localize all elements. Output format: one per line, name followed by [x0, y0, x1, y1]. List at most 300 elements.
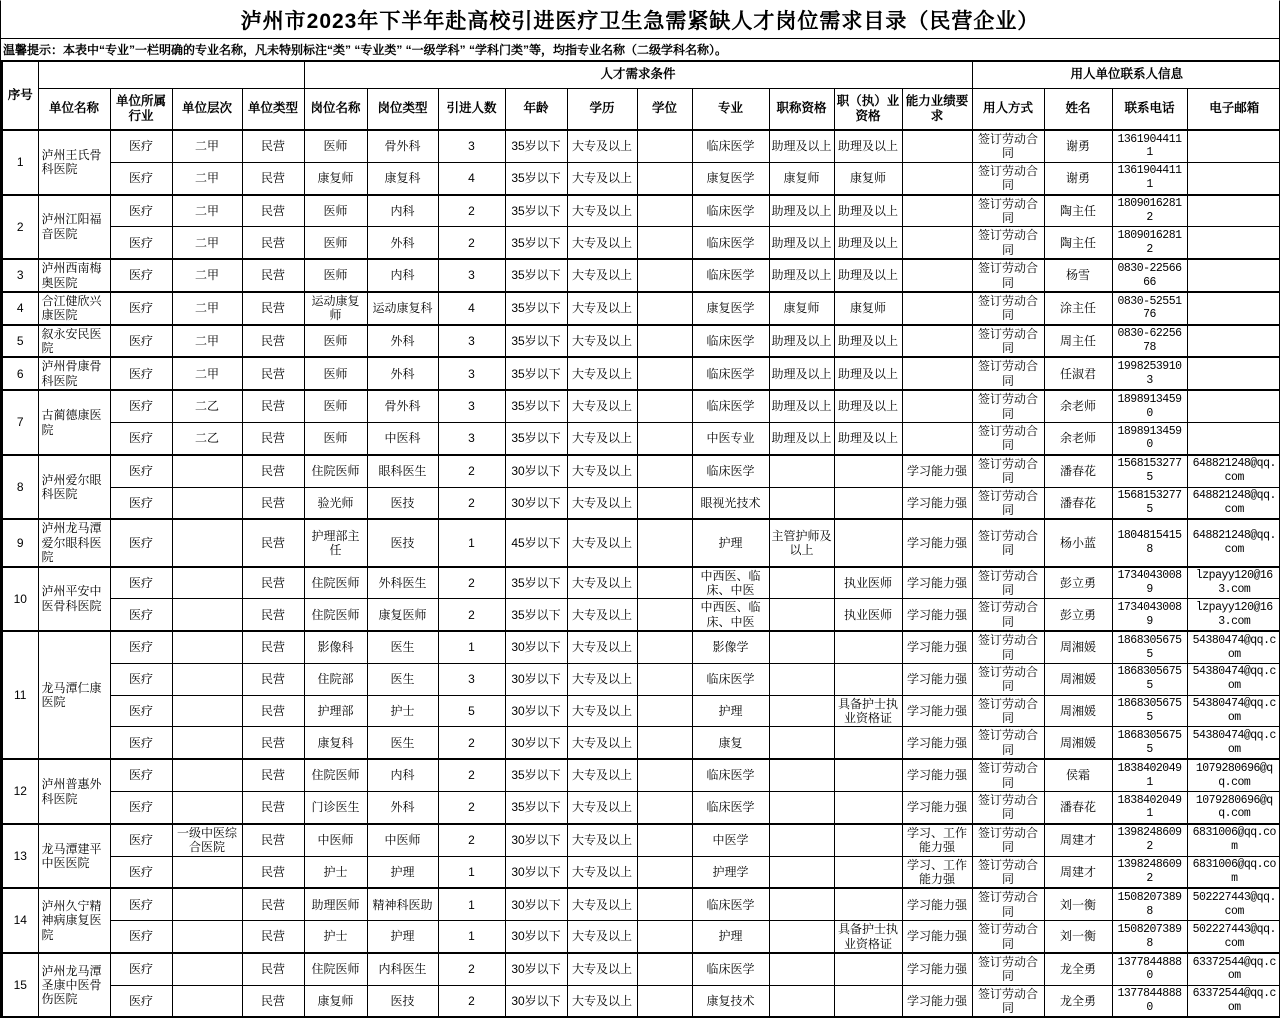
cell-contact: 彭立勇	[1044, 567, 1112, 599]
table-row	[2, 921, 1280, 953]
cell-post: 医师	[304, 195, 367, 227]
cell-cert: 助理及以上	[834, 423, 902, 455]
cell-method: 签订劳动合同	[972, 390, 1044, 422]
row-seq: 15	[2, 953, 38, 1018]
cell-post-type: 医生	[367, 663, 438, 695]
header-group-row	[2, 61, 1280, 88]
cell-degree	[637, 759, 692, 791]
cell-phone: 15681532775	[1112, 487, 1187, 519]
cell-industry: 医疗	[110, 567, 172, 599]
cell-ability: 学习能力强	[902, 921, 972, 953]
table-row	[2, 599, 1280, 631]
cell-cert	[834, 953, 902, 985]
cell-count: 2	[438, 792, 505, 824]
cell-title-qual	[769, 455, 834, 487]
cell-ability: 学习能力强	[902, 792, 972, 824]
cell-post: 医师	[304, 130, 367, 162]
cell-cert: 执业医师	[834, 599, 902, 631]
header-demand-group: 人才需求条件	[304, 61, 972, 88]
cell-phone: 18989134590	[1112, 423, 1187, 455]
cell-degree	[637, 423, 692, 455]
cell-degree	[637, 856, 692, 888]
cell-edu: 大专及以上	[567, 325, 637, 358]
cell-degree	[637, 195, 692, 227]
cell-industry: 医疗	[110, 953, 172, 985]
cell-ability: 学习能力强	[902, 567, 972, 599]
cell-level	[172, 953, 242, 985]
cell-age: 35岁以下	[505, 759, 567, 791]
cell-degree	[637, 487, 692, 519]
cell-phone: 13778448880	[1112, 985, 1187, 1017]
cell-major: 影像学	[692, 631, 769, 663]
cell-degree	[637, 130, 692, 162]
header-industry: 单位所属行业	[110, 88, 172, 130]
cell-industry: 医疗	[110, 727, 172, 759]
cell-major: 眼视光技术	[692, 487, 769, 519]
table-row	[2, 423, 1280, 455]
cell-type: 民营	[242, 423, 304, 455]
cell-major: 临床医学	[692, 390, 769, 422]
cell-method: 签订劳动合同	[972, 325, 1044, 358]
cell-degree	[637, 888, 692, 920]
cell-email: 6831006@qq.com	[1187, 824, 1280, 856]
cell-cert: 助理及以上	[834, 259, 902, 292]
cell-degree	[637, 824, 692, 856]
cell-count: 1	[438, 856, 505, 888]
cell-industry: 医疗	[110, 195, 172, 227]
cell-type: 民营	[242, 856, 304, 888]
header-columns-row	[2, 88, 1280, 130]
cell-age: 35岁以下	[505, 599, 567, 631]
cell-method: 签订劳动合同	[972, 162, 1044, 194]
cell-email: 54380474@qq.com	[1187, 663, 1280, 695]
table-row	[2, 390, 1280, 422]
unit-name-cell: 泸州龙马潭圣康中医骨伤医院	[38, 953, 110, 1018]
cell-title-qual	[769, 695, 834, 727]
cell-industry: 医疗	[110, 162, 172, 194]
cell-cert	[834, 487, 902, 519]
cell-ability	[902, 162, 972, 194]
cell-post: 运动康复师	[304, 292, 367, 325]
cell-degree	[637, 921, 692, 953]
table-row	[2, 455, 1280, 487]
cell-phone: 13619044111	[1112, 130, 1187, 162]
cell-degree	[637, 259, 692, 292]
table-row	[2, 292, 1280, 325]
table-row	[2, 888, 1280, 920]
cell-post: 影像科	[304, 631, 367, 663]
row-seq: 1	[2, 130, 38, 195]
cell-phone: 13619044111	[1112, 162, 1187, 194]
cell-edu: 大专及以上	[567, 390, 637, 422]
cell-age: 30岁以下	[505, 888, 567, 920]
cell-post: 住院医师	[304, 455, 367, 487]
table-row	[2, 695, 1280, 727]
cell-title-qual: 助理及以上	[769, 357, 834, 390]
cell-post: 医师	[304, 259, 367, 292]
cell-title-qual	[769, 921, 834, 953]
cell-count: 1	[438, 888, 505, 920]
cell-ability: 学习能力强	[902, 455, 972, 487]
cell-title-qual: 助理及以上	[769, 423, 834, 455]
cell-edu: 大专及以上	[567, 487, 637, 519]
cell-post: 住院医师	[304, 567, 367, 599]
cell-edu: 大专及以上	[567, 292, 637, 325]
cell-title-qual	[769, 567, 834, 599]
cell-major: 临床医学	[692, 792, 769, 824]
cell-major: 临床医学	[692, 759, 769, 791]
cell-industry: 医疗	[110, 663, 172, 695]
cell-edu: 大专及以上	[567, 599, 637, 631]
cell-edu: 大专及以上	[567, 357, 637, 390]
cell-edu: 大专及以上	[567, 162, 637, 194]
cell-post: 护士	[304, 856, 367, 888]
cell-post-type: 内科	[367, 195, 438, 227]
note-bar	[1, 39, 1279, 60]
cell-level: 二甲	[172, 227, 242, 259]
cell-title-qual: 助理及以上	[769, 195, 834, 227]
cell-type: 民营	[242, 663, 304, 695]
cell-email: 54380474@qq.com	[1187, 631, 1280, 663]
cell-email: 1079280696@qq.com	[1187, 759, 1280, 791]
table-row	[2, 663, 1280, 695]
table-row	[2, 227, 1280, 259]
cell-major: 护理	[692, 695, 769, 727]
cell-industry: 医疗	[110, 792, 172, 824]
cell-contact: 周湘媛	[1044, 631, 1112, 663]
cell-post-type: 护士	[367, 695, 438, 727]
cell-method: 签订劳动合同	[972, 759, 1044, 791]
cell-count: 2	[438, 455, 505, 487]
cell-edu: 大专及以上	[567, 695, 637, 727]
table-row	[2, 325, 1280, 358]
cell-method: 签订劳动合同	[972, 519, 1044, 566]
cell-post: 中医师	[304, 824, 367, 856]
cell-title-qual	[769, 759, 834, 791]
header-title-qual: 职称资格	[769, 88, 834, 130]
cell-post: 康复师	[304, 985, 367, 1017]
cell-industry: 医疗	[110, 921, 172, 953]
cell-post-type: 医技	[367, 985, 438, 1017]
cell-degree	[637, 227, 692, 259]
cell-type: 民营	[242, 695, 304, 727]
cell-phone: 18683056755	[1112, 631, 1187, 663]
cell-industry: 医疗	[110, 599, 172, 631]
cell-edu: 大专及以上	[567, 227, 637, 259]
cell-ability: 学习能力强	[902, 631, 972, 663]
cell-email: 502227443@qq.com	[1187, 921, 1280, 953]
cell-email	[1187, 325, 1280, 358]
cell-type: 民营	[242, 325, 304, 358]
cell-cert	[834, 856, 902, 888]
cell-post: 助理医师	[304, 888, 367, 920]
cell-level	[172, 759, 242, 791]
cell-email: 1079280696@qq.com	[1187, 792, 1280, 824]
table-row	[2, 259, 1280, 292]
cell-count: 2	[438, 195, 505, 227]
unit-name-cell: 龙马潭建平中医医院	[38, 824, 110, 889]
cell-edu: 大专及以上	[567, 727, 637, 759]
cell-post-type: 外科	[367, 227, 438, 259]
table-row	[2, 195, 1280, 227]
cell-major: 临床医学	[692, 325, 769, 358]
cell-method: 签订劳动合同	[972, 631, 1044, 663]
cell-major: 中医专业	[692, 423, 769, 455]
cell-count: 1	[438, 631, 505, 663]
cell-type: 民营	[242, 985, 304, 1017]
cell-count: 3	[438, 357, 505, 390]
cell-age: 35岁以下	[505, 227, 567, 259]
cell-post-type: 康复医师	[367, 599, 438, 631]
cell-industry: 医疗	[110, 292, 172, 325]
cell-edu: 大专及以上	[567, 519, 637, 566]
cell-industry: 医疗	[110, 985, 172, 1017]
cell-post: 住院部	[304, 663, 367, 695]
cell-edu: 大专及以上	[567, 953, 637, 985]
cell-cert: 具备护士执业资格证	[834, 921, 902, 953]
cell-email	[1187, 292, 1280, 325]
cell-contact: 龙全勇	[1044, 985, 1112, 1017]
row-seq: 6	[2, 357, 38, 390]
cell-level	[172, 567, 242, 599]
cell-level	[172, 695, 242, 727]
cell-post: 门诊医生	[304, 792, 367, 824]
cell-age: 30岁以下	[505, 824, 567, 856]
cell-age: 30岁以下	[505, 455, 567, 487]
cell-post-type: 康复科	[367, 162, 438, 194]
cell-industry: 医疗	[110, 824, 172, 856]
cell-phone: 13982486092	[1112, 856, 1187, 888]
cell-title-qual	[769, 888, 834, 920]
cell-ability: 学习能力强	[902, 888, 972, 920]
cell-industry: 医疗	[110, 519, 172, 566]
cell-type: 民营	[242, 162, 304, 194]
cell-contact: 刘一衡	[1044, 921, 1112, 953]
cell-major: 护理学	[692, 856, 769, 888]
cell-major: 临床医学	[692, 455, 769, 487]
cell-cert	[834, 792, 902, 824]
cell-ability: 学习能力强	[902, 727, 972, 759]
cell-age: 30岁以下	[505, 663, 567, 695]
cell-edu: 大专及以上	[567, 888, 637, 920]
cell-ability: 学习能力强	[902, 519, 972, 566]
cell-age: 35岁以下	[505, 390, 567, 422]
cell-level	[172, 599, 242, 631]
cell-post-type: 骨外科	[367, 390, 438, 422]
cell-method: 签订劳动合同	[972, 130, 1044, 162]
cell-major: 中医学	[692, 824, 769, 856]
unit-name-cell: 泸州王氏骨科医院	[38, 130, 110, 195]
cell-cert	[834, 519, 902, 566]
cell-edu: 大专及以上	[567, 824, 637, 856]
cell-industry: 医疗	[110, 888, 172, 920]
header-cert: 职（执）业资格	[834, 88, 902, 130]
cell-degree	[637, 953, 692, 985]
cell-edu: 大专及以上	[567, 985, 637, 1017]
cell-method: 签订劳动合同	[972, 985, 1044, 1017]
cell-email: 6831006@qq.com	[1187, 856, 1280, 888]
cell-age: 30岁以下	[505, 727, 567, 759]
cell-degree	[637, 455, 692, 487]
cell-age: 35岁以下	[505, 162, 567, 194]
cell-title-qual: 康复师	[769, 292, 834, 325]
cell-degree	[637, 567, 692, 599]
cell-email: 63372544@qq.com	[1187, 953, 1280, 985]
cell-method: 签订劳动合同	[972, 599, 1044, 631]
cell-type: 民营	[242, 921, 304, 953]
cell-email: 648821248@qq.com	[1187, 519, 1280, 566]
table-row	[2, 487, 1280, 519]
row-seq: 4	[2, 292, 38, 325]
cell-method: 签订劳动合同	[972, 663, 1044, 695]
unit-name-cell: 泸州西南梅奥医院	[38, 259, 110, 292]
cell-industry: 医疗	[110, 390, 172, 422]
unit-name-cell: 泸州龙马潭爱尔眼科医院	[38, 519, 110, 566]
cell-post: 康复科	[304, 727, 367, 759]
cell-count: 2	[438, 567, 505, 599]
cell-post-type: 医技	[367, 519, 438, 566]
cell-contact: 龙全勇	[1044, 953, 1112, 985]
cell-contact: 潘春花	[1044, 487, 1112, 519]
unit-name-cell: 泸州久宁精神病康复医院	[38, 888, 110, 953]
cell-age: 45岁以下	[505, 519, 567, 566]
unit-name-cell: 泸州普惠外科医院	[38, 759, 110, 824]
cell-type: 民营	[242, 519, 304, 566]
cell-industry: 医疗	[110, 130, 172, 162]
row-seq: 5	[2, 325, 38, 358]
row-seq: 3	[2, 259, 38, 292]
cell-ability	[902, 259, 972, 292]
header-contact-name: 姓名	[1044, 88, 1112, 130]
cell-cert: 执业医师	[834, 567, 902, 599]
cell-post-type: 外科	[367, 325, 438, 358]
cell-count: 5	[438, 695, 505, 727]
cell-contact: 侯霜	[1044, 759, 1112, 791]
header-type: 单位类型	[242, 88, 304, 130]
cell-contact: 周湘媛	[1044, 695, 1112, 727]
cell-post-type: 精神科医助	[367, 888, 438, 920]
cell-email	[1187, 162, 1280, 194]
cell-edu: 大专及以上	[567, 567, 637, 599]
cell-degree	[637, 695, 692, 727]
cell-type: 民营	[242, 953, 304, 985]
unit-name-cell: 泸州平安中医骨科医院	[38, 567, 110, 632]
positions-table	[1, 60, 1280, 1018]
cell-industry: 医疗	[110, 227, 172, 259]
cell-cert: 康复师	[834, 162, 902, 194]
table-header	[2, 61, 1280, 130]
cell-post-type: 内科	[367, 759, 438, 791]
cell-post-type: 中医师	[367, 824, 438, 856]
cell-degree	[637, 727, 692, 759]
cell-method: 签订劳动合同	[972, 856, 1044, 888]
cell-industry: 医疗	[110, 759, 172, 791]
cell-cert: 具备护士执业资格证	[834, 695, 902, 727]
page-title: 泸州市2023年下半年赴高校引进医疗卫生急需紧缺人才岗位需求目录（民营企业）	[240, 9, 1040, 33]
cell-contact: 谢勇	[1044, 162, 1112, 194]
cell-type: 民营	[242, 259, 304, 292]
cell-major: 临床医学	[692, 227, 769, 259]
cell-edu: 大专及以上	[567, 631, 637, 663]
cell-phone: 13982486092	[1112, 824, 1187, 856]
cell-ability	[902, 390, 972, 422]
cell-post: 护士	[304, 921, 367, 953]
cell-post: 医师	[304, 325, 367, 358]
table-row	[2, 792, 1280, 824]
cell-post-type: 外科医生	[367, 567, 438, 599]
cell-phone: 18384020491	[1112, 759, 1187, 791]
cell-phone: 0830-2256666	[1112, 259, 1187, 292]
cell-contact: 杨小蓝	[1044, 519, 1112, 566]
cell-type: 民营	[242, 888, 304, 920]
cell-major: 康复医学	[692, 162, 769, 194]
cell-level	[172, 631, 242, 663]
cell-age: 30岁以下	[505, 631, 567, 663]
cell-level: 二乙	[172, 390, 242, 422]
header-method: 用人方式	[972, 88, 1044, 130]
cell-cert: 助理及以上	[834, 357, 902, 390]
row-seq: 9	[2, 519, 38, 566]
cell-age: 35岁以下	[505, 567, 567, 599]
cell-title-qual	[769, 663, 834, 695]
cell-ability: 学习能力强	[902, 663, 972, 695]
cell-ability	[902, 227, 972, 259]
header-unit-block	[38, 61, 304, 88]
cell-edu: 大专及以上	[567, 792, 637, 824]
header-seq: 序号	[2, 61, 38, 130]
cell-type: 民营	[242, 759, 304, 791]
unit-name-cell: 叙永安民医院	[38, 325, 110, 358]
cell-contact: 余老师	[1044, 390, 1112, 422]
cell-level: 二甲	[172, 357, 242, 390]
unit-name-cell: 古蔺德康医院	[38, 390, 110, 455]
cell-cert: 康复师	[834, 292, 902, 325]
cell-ability: 学习能力强	[902, 953, 972, 985]
cell-post: 康复师	[304, 162, 367, 194]
cell-post: 护理部主任	[304, 519, 367, 566]
cell-email	[1187, 130, 1280, 162]
cell-email: 648821248@qq.com	[1187, 455, 1280, 487]
cell-contact: 周主任	[1044, 325, 1112, 358]
cell-email: 63372544@qq.com	[1187, 985, 1280, 1017]
cell-edu: 大专及以上	[567, 921, 637, 953]
cell-type: 民营	[242, 455, 304, 487]
cell-major: 康复技术	[692, 985, 769, 1017]
cell-contact: 周湘媛	[1044, 727, 1112, 759]
cell-email: lzpayy120@163.com	[1187, 599, 1280, 631]
cell-age: 35岁以下	[505, 292, 567, 325]
cell-type: 民营	[242, 227, 304, 259]
cell-count: 3	[438, 259, 505, 292]
cell-level	[172, 727, 242, 759]
cell-count: 2	[438, 953, 505, 985]
cell-phone: 19982539103	[1112, 357, 1187, 390]
cell-email	[1187, 390, 1280, 422]
cell-post: 医师	[304, 423, 367, 455]
row-seq: 14	[2, 888, 38, 953]
cell-phone: 15681532775	[1112, 455, 1187, 487]
cell-industry: 医疗	[110, 325, 172, 358]
cell-count: 2	[438, 824, 505, 856]
cell-count: 2	[438, 599, 505, 631]
cell-edu: 大专及以上	[567, 455, 637, 487]
cell-major: 康复医学	[692, 292, 769, 325]
table-body	[2, 130, 1280, 1017]
cell-level	[172, 663, 242, 695]
cell-degree	[637, 792, 692, 824]
cell-post-type: 骨外科	[367, 130, 438, 162]
cell-method: 签订劳动合同	[972, 953, 1044, 985]
